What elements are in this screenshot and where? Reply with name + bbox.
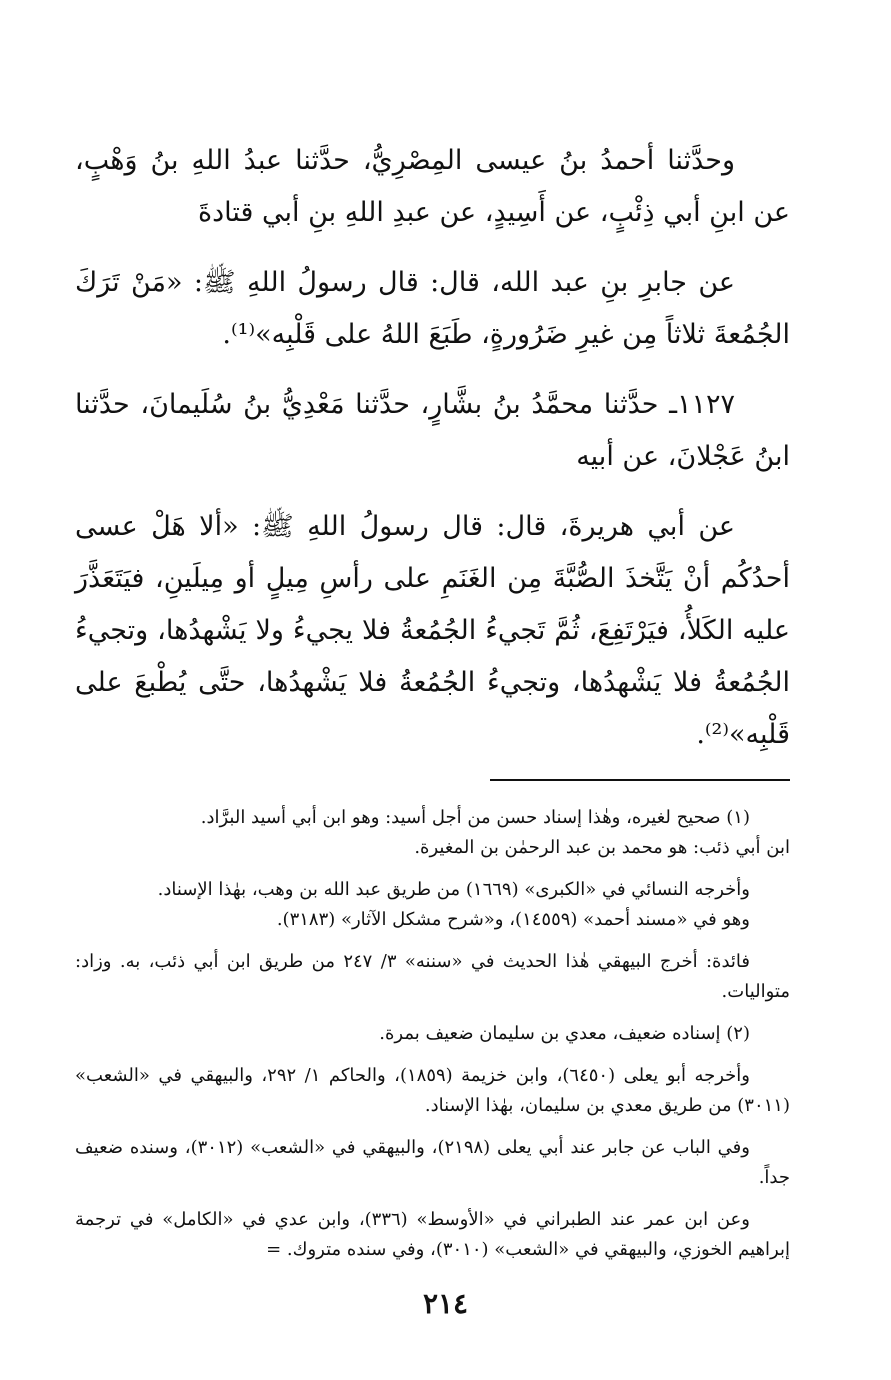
footnote-line: وهو في «مسند أحمد» (١٤٥٥٩)، و«شرح مشكل الآثار» (٣١٨٣). bbox=[276, 909, 750, 930]
footnotes bbox=[75, 803, 790, 1265]
hadith-matn-1 bbox=[75, 257, 790, 361]
footnote-line: ابن أبي ذئب: هو محمد بن عبد الرحمٰن بن المغيرة. bbox=[414, 837, 790, 858]
footnote-line: (١) صحيح لغيره، وهٰذا إسناد حسن من أجل أسيد: وهو ابن أبي أسيد البرَّاد. bbox=[200, 807, 750, 828]
paragraph: وحدَّثنا أحمدُ بنُ عيسى المِصْرِيُّ، حدَّثنا عبدُ اللهِ بنُ وَهْبٍ، عن ابنِ أبي ذِئْبٍ، عن أَسِيدٍ، عن عبدِ اللهِ بنِ أبي قتادةَ bbox=[75, 145, 790, 228]
page-body bbox=[75, 135, 790, 1265]
page-number: ٢١٤ bbox=[422, 1287, 469, 1320]
footnote-line: وعن ابن عمر عند الطبراني في «الأوسط» (٣٣٦)، وابن عدي في «الكامل» في ترجمة إبراهيم الخوزي، والبيهقي في «الشعب» (٣٠١٠)، وفي سنده متروك. = bbox=[75, 1209, 790, 1260]
paragraph: ١١٢٧ـ حدَّثنا محمَّدُ بنُ بشَّارٍ، حدَّثنا مَعْدِيُّ بنُ سُلَيمانَ، حدَّثنا ابنُ عَجْلانَ، عن أبيه bbox=[75, 389, 790, 472]
footnote-divider bbox=[490, 779, 790, 781]
hadith-isnad-1127 bbox=[75, 379, 790, 483]
footnote-line: (٢) إسناده ضعيف، معدي بن سليمان ضعيف بمرة. bbox=[379, 1023, 750, 1044]
footnote-line: وأخرجه أبو يعلى (٦٤٥٠)، وابن خزيمة (١٨٥٩)، والحاكم ١/ ٢٩٢، والبيهقي في «الشعب» (٣٠١١) من طريق معدي بن سليمان، بهٰذا الإسناد. bbox=[75, 1065, 790, 1116]
footnote-line: وأخرجه النسائي في «الكبرى» (١٦٦٩) من طريق عبد الله بن وهب، بهٰذا الإسناد. bbox=[157, 879, 750, 900]
footnote-line: فائدة: أخرج البيهقي هٰذا الحديث في «سننه» ٣/ ٢٤٧ من طريق ابن أبي ذئب، به. وزاد: متواليات. bbox=[75, 951, 790, 1002]
hadith-isnad-1 bbox=[75, 135, 790, 239]
paragraph: عن جابرِ بنِ عبد الله، قال: قال رسولُ اللهِ ﷺ: «مَنْ تَرَكَ الجُمُعةَ ثلاثاً مِن غيرِ ضَرُورةٍ، طَبَعَ اللهُ على قَلْبِه»⁽¹⁾. bbox=[75, 267, 790, 350]
footnote-line: وفي الباب عن جابر عند أبي يعلى (٢١٩٨)، والبيهقي في «الشعب» (٣٠١٢)، وسنده ضعيف جداً. bbox=[75, 1137, 790, 1188]
paragraph: عن أبي هريرةَ، قال: قال رسولُ اللهِ ﷺ: «ألا هَلْ عسى أحدُكُم أنْ يَتَّخذَ الصُّبَّةَ مِن الغَنَمِ على رأسِ مِيلٍ أو مِيلَينِ، فيَتَعَذَّرَ عليه الكَلأُ، فيَرْتَفِعَ، ثُمَّ تَجيءُ الجُمُعةُ فلا يجيءُ ولا يَشْهدُها، وتجيءُ الجُمُعةُ فلا يَشْهدُها، وتجيءُ الجُمُعةُ فلا يَشْهدُها، حتَّى يُطْبعَ على قَلْبِه»⁽²⁾. bbox=[75, 511, 790, 750]
hadith-matn-1127 bbox=[75, 501, 790, 761]
main-text bbox=[75, 135, 790, 761]
